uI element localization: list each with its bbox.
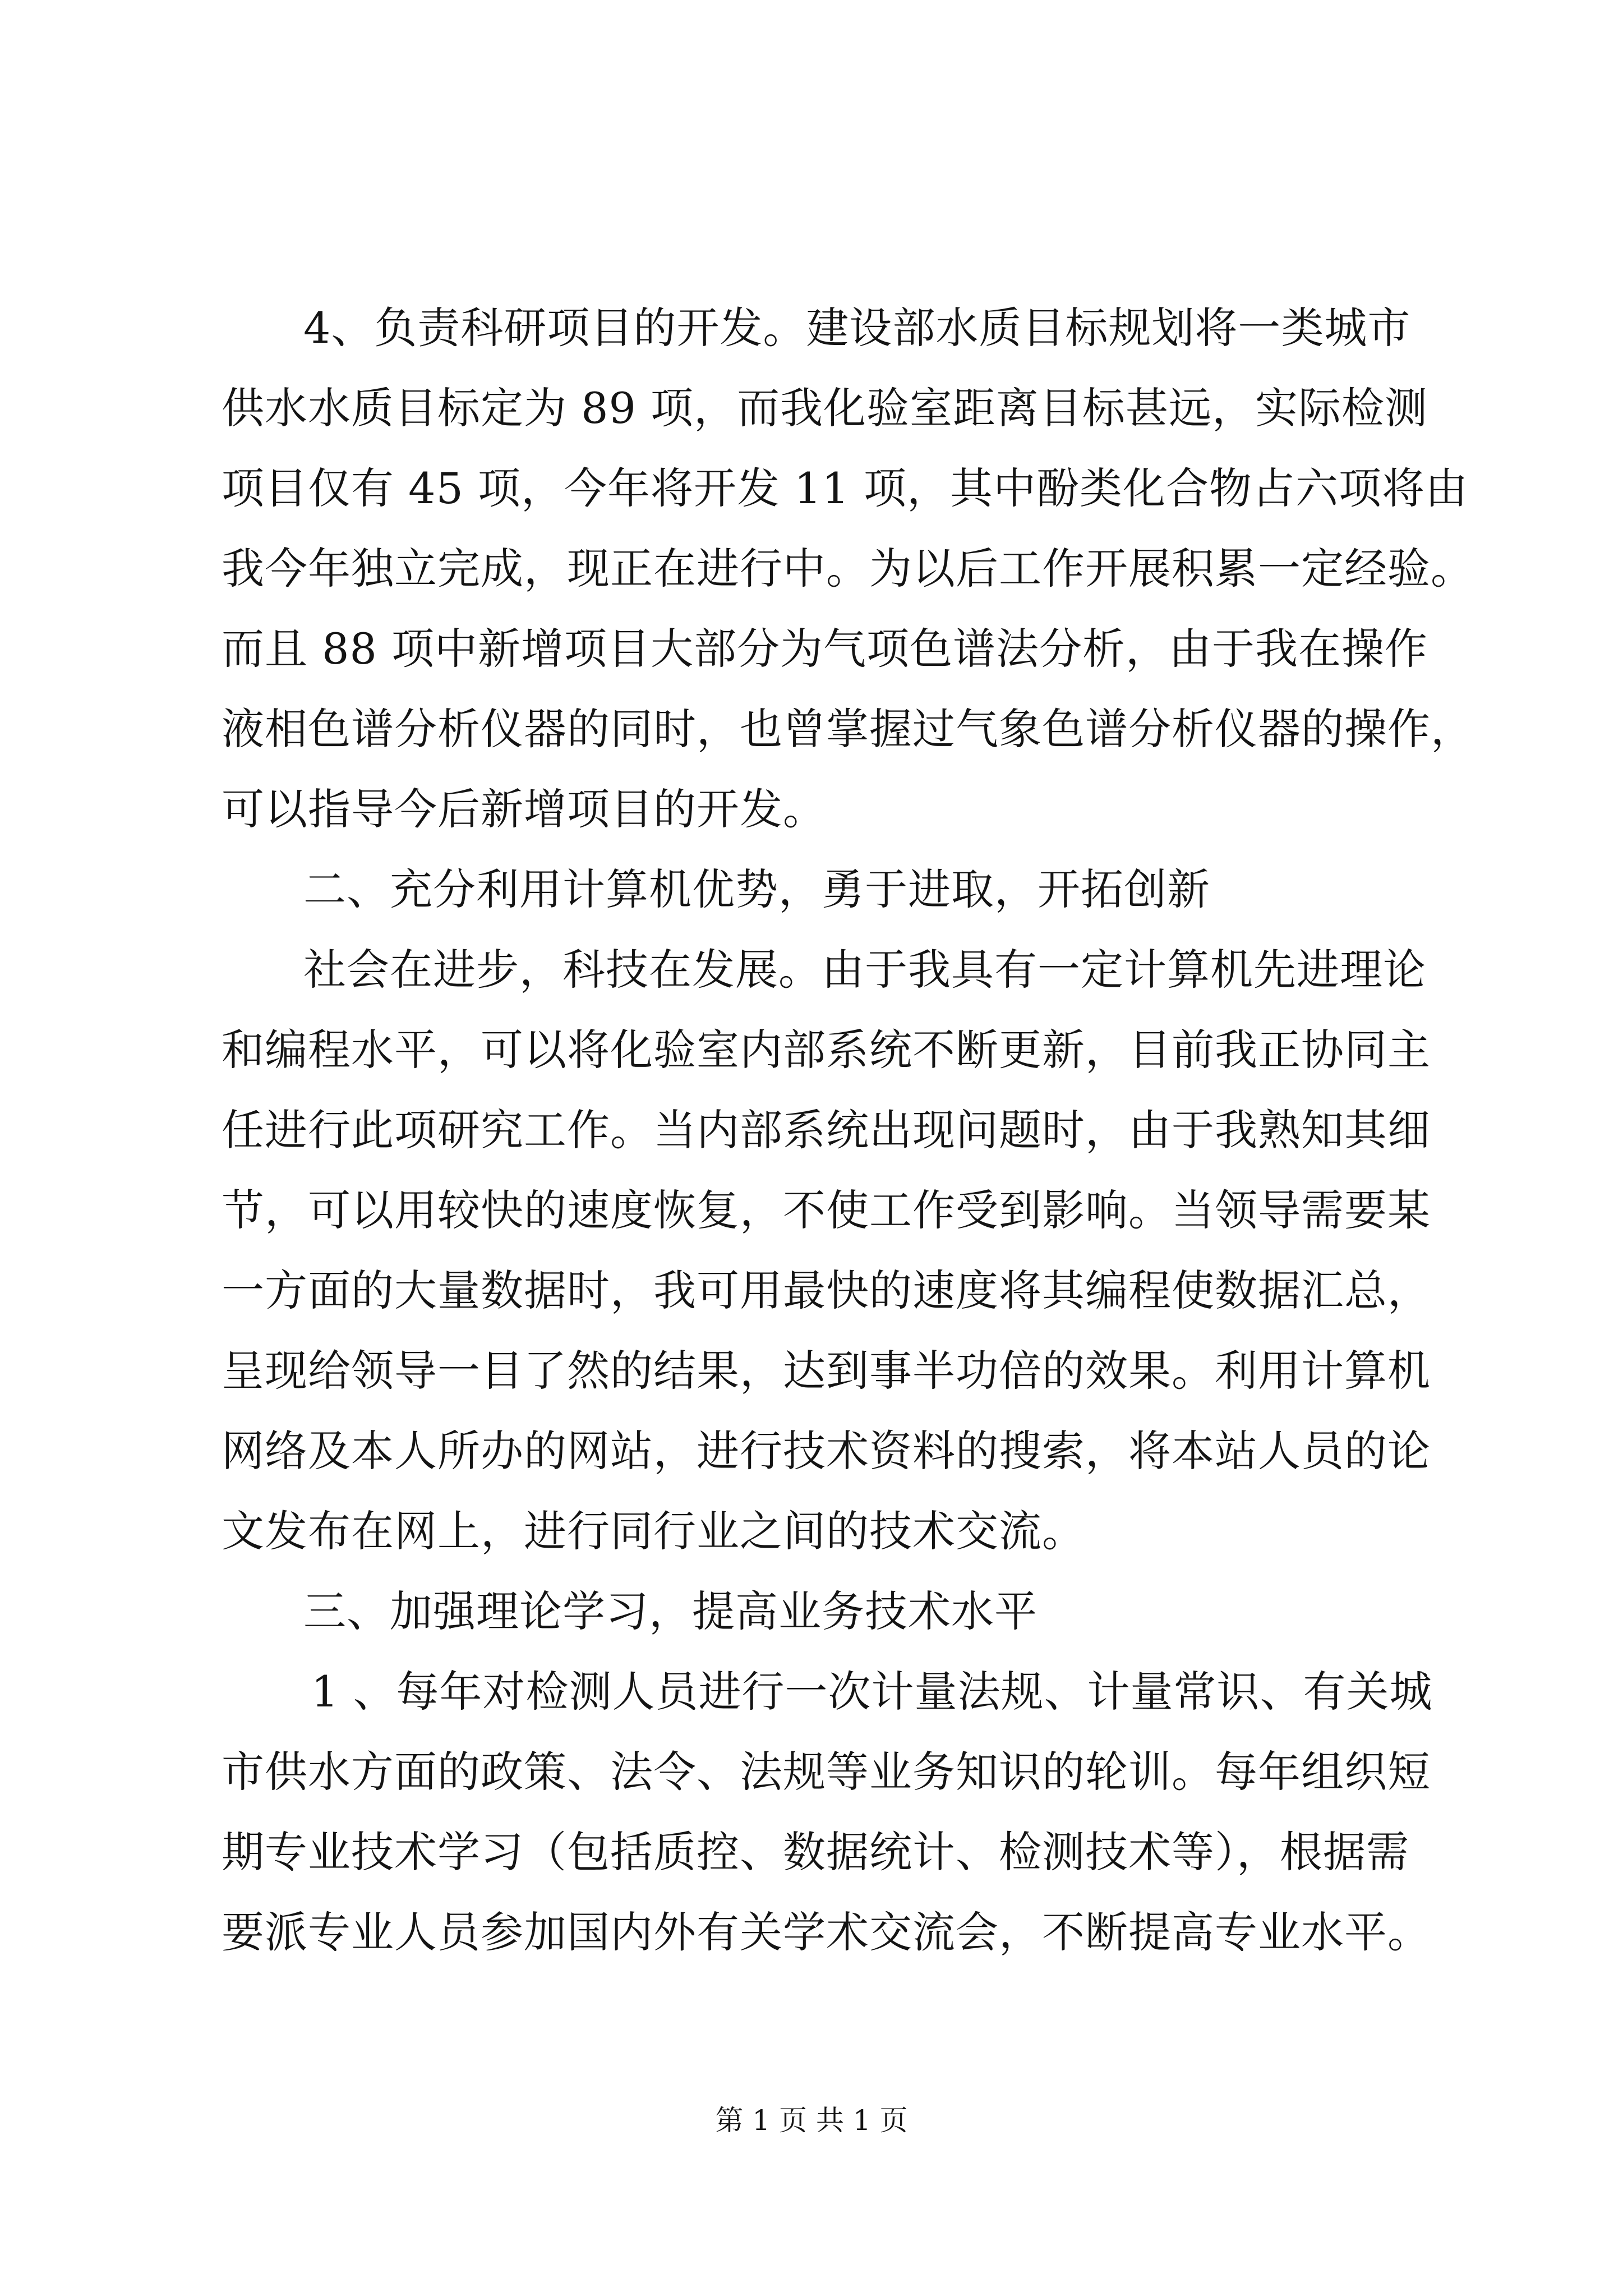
text-line: 网络及本人所办的网站，进行技术资料的搜索，将本站人员的论: [222, 1426, 1431, 1476]
page-number-footer: 第 1 页 共 1 页: [715, 2104, 908, 2137]
text-line: 期专业技术学习（包括质控、数据统计、检测技术等），根据需: [222, 1827, 1409, 1877]
text-line: 而且 88 项中新增项目大部分为气项色谱法分析，由于我在操作: [222, 624, 1428, 674]
text-line: 社会在进步，科技在发展。由于我具有一定计算机先进理论: [303, 945, 1426, 995]
text-line: 4、负责科研项目的开发。建设部水质目标规划将一类城市: [303, 303, 1411, 353]
text-line: 市供水方面的政策、法令、法规等业务知识的轮训。每年组织短: [222, 1747, 1431, 1797]
text-line: 1 、每年对检测人员进行一次计量法规、计量常识、有关城: [311, 1667, 1433, 1717]
text-line: 一方面的大量数据时，我可用最快的速度将其编程使数据汇总，: [222, 1266, 1431, 1315]
text-line: 任进行此项研究工作。当内部系统出现问题时，由于我熟知其细: [222, 1105, 1431, 1155]
text-line: 项目仅有 45 项，今年将开发 11 项，其中酚类化合物占六项将由: [222, 463, 1469, 513]
text-line: 和编程水平，可以将化验室内部系统不断更新，目前我正协同主: [222, 1025, 1431, 1075]
text-line: 节，可以用较快的速度恢复，不使工作受到影响。当领导需要某: [222, 1185, 1431, 1235]
section-heading: 二、充分利用计算机优势，勇于进取，开拓创新: [303, 864, 1210, 914]
text-line: 我今年独立完成，现正在进行中。为以后工作开展积累一定经验。: [222, 544, 1474, 593]
text-line: 供水水质目标定为 89 项，而我化验室距离目标甚远，实际检测: [222, 383, 1428, 433]
text-line: 呈现给领导一目了然的结果，达到事半功倍的效果。利用计算机: [222, 1346, 1431, 1396]
text-line: 文发布在网上，进行同行业之间的技术交流。: [222, 1506, 1085, 1556]
text-line: 可以指导今后新增项目的开发。: [222, 784, 826, 834]
text-line: 要派专业人员参加国内外有关学术交流会，不断提高专业水平。: [222, 1907, 1431, 1957]
text-line: 液相色谱分析仪器的同时，也曾掌握过气象色谱分析仪器的操作，: [222, 704, 1474, 754]
section-heading: 三、加强理论学习，提高业务技术水平: [303, 1586, 1038, 1636]
